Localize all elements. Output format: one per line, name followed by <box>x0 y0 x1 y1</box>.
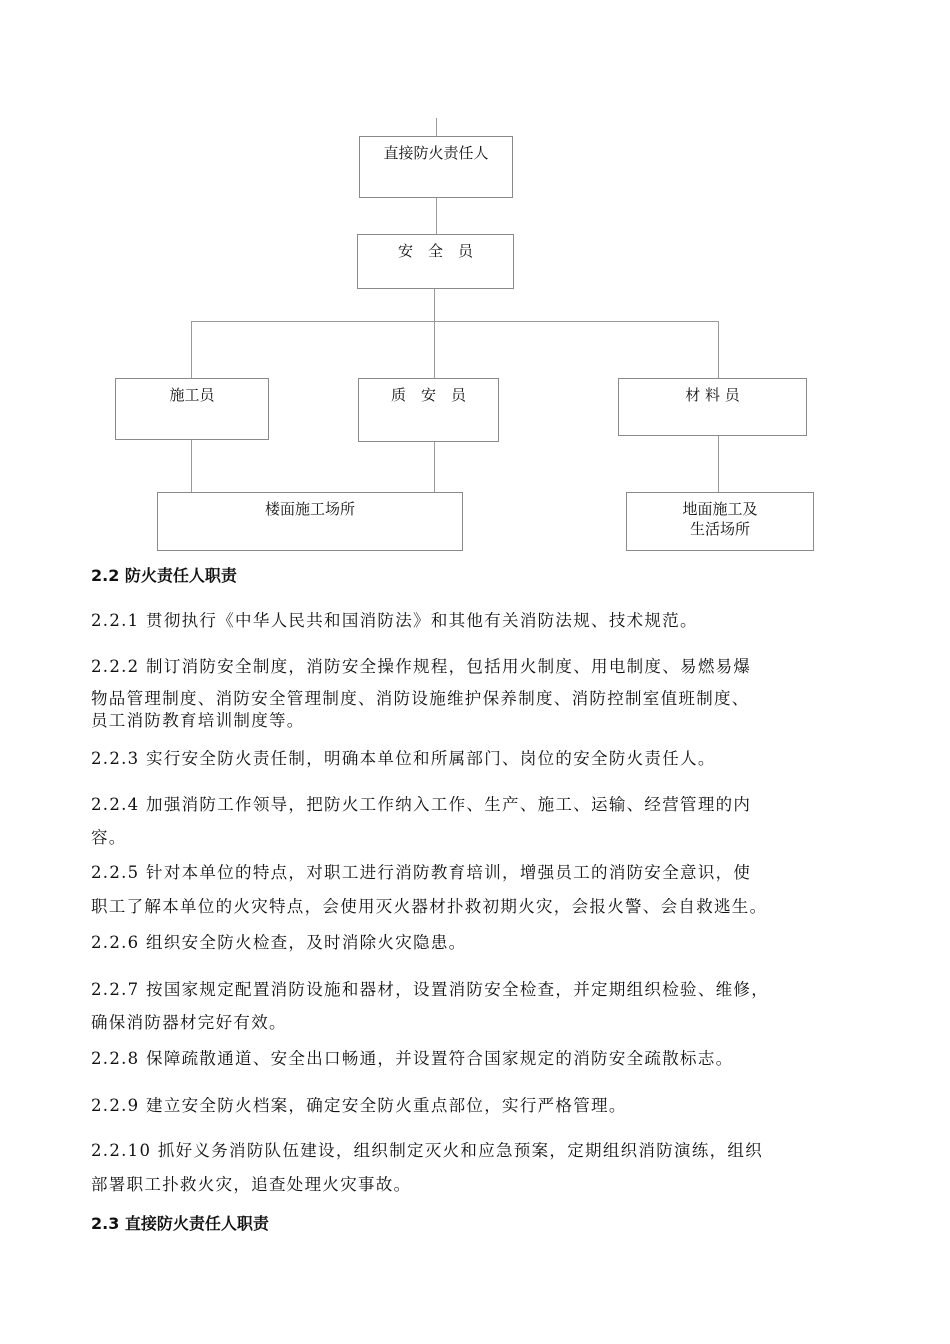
paragraph-line: 2.2.8 保障疏散通道、安全出口畅通，并设置符合国家规定的消防安全疏散标志。 <box>91 1049 734 1068</box>
box-safety-officer <box>357 234 514 289</box>
paragraph-2-2-2 <box>91 654 881 732</box>
paragraph-line: 2.2.9 建立安全防火档案，确定安全防火重点部位，实行严格管理。 <box>91 1096 627 1115</box>
paragraph-line: 2.2.4 加强消防工作领导，把防火工作纳入工作、生产、施工、运输、经营管理的内 <box>91 795 752 814</box>
paragraph-line: 物品管理制度、消防安全管理制度、消防设施维护保养制度、消防控制室值班制度、 <box>91 689 750 708</box>
paragraph-line: 职工了解本单位的火灾特点，会使用灭火器材扑救初期火灾，会报火警、会自救逃生。 <box>91 897 768 916</box>
paragraph-2-2-10 <box>91 1138 881 1196</box>
paragraph-2-2-1 <box>91 607 881 631</box>
box-direct-fire-responsible <box>359 136 513 198</box>
connector-branch-mid <box>434 321 435 378</box>
paragraph-line: 2.2.1 贯彻执行《中华人民共和国消防法》和其他有关消防法规、技术规范。 <box>91 611 698 630</box>
box-ground-and-living-site <box>626 492 814 551</box>
box-label: 楼面施工场所 <box>264 500 355 518</box>
box-label: 直接防火责任人 <box>383 144 489 162</box>
box-label: 安 全 员 <box>397 242 473 260</box>
paragraph-line: 2.2.5 针对本单位的特点，对职工进行消防教育培训，增强员工的消防安全意识，使 <box>91 863 752 882</box>
connector-mid-to-floor <box>434 442 435 492</box>
paragraph-line: 2.2.6 组织安全防火检查，及时消除火灾隐患。 <box>91 933 467 952</box>
connector-right-to-ground <box>718 436 719 492</box>
box-quality-safety-officer <box>358 378 499 442</box>
paragraph-line: 2.2.2 制订消防安全制度，消防安全操作规程，包括用火制度、用电制度、易燃易爆 <box>91 657 752 676</box>
paragraph-line: 部署职工扑救火灾，追查处理火灾事故。 <box>91 1175 412 1194</box>
connector-left-to-floor <box>191 440 192 492</box>
paragraph-2-2-7 <box>91 977 881 1034</box>
connector-branch-horizontal <box>191 321 719 322</box>
box-label: 材 料 员 <box>685 386 740 404</box>
connector-top-to-safety <box>436 198 437 234</box>
connector-branch-left <box>191 321 192 378</box>
box-label: 质 安 员 <box>390 386 466 404</box>
paragraph-2-2-4 <box>91 792 881 849</box>
paragraph-2-2-9 <box>91 1092 881 1116</box>
connector-top-stub <box>436 118 437 136</box>
box-label-line2: 生活场所 <box>689 520 750 538</box>
connector-safety-down <box>434 289 435 322</box>
section-heading-2-2: 2.2 防火责任人职责 <box>91 566 237 585</box>
box-materials-officer <box>618 378 807 436</box>
box-construction-worker <box>115 378 269 440</box>
box-floor-construction-site <box>157 492 463 551</box>
box-label: 施工员 <box>169 386 215 404</box>
org-chart <box>0 0 950 560</box>
connector-branch-right <box>718 321 719 378</box>
section-heading-2-3: 2.3 直接防火责任人职责 <box>91 1214 269 1233</box>
paragraph-line: 2.2.3 实行安全防火责任制，明确本单位和所属部门、岗位的安全防火责任人。 <box>91 749 716 768</box>
paragraph-2-2-3 <box>91 745 881 769</box>
paragraph-line: 容。 <box>91 828 127 847</box>
paragraph-line: 员工消防教育培训制度等。 <box>91 711 305 730</box>
box-label-line1: 地面施工及 <box>682 500 758 518</box>
paragraph-2-2-8 <box>91 1045 881 1069</box>
paragraph-2-2-6 <box>91 929 881 953</box>
paragraph-line: 2.2.7 按国家规定配置消防设施和器材，设置消防安全检查，并定期组织检验、维修， <box>91 980 770 999</box>
paragraph-2-2-5 <box>91 860 881 918</box>
paragraph-line: 2.2.10 抓好义务消防队伍建设，组织制定灭火和应急预案，定期组织消防演练，组织 <box>91 1141 764 1160</box>
paragraph-line: 确保消防器材完好有效。 <box>91 1013 287 1032</box>
